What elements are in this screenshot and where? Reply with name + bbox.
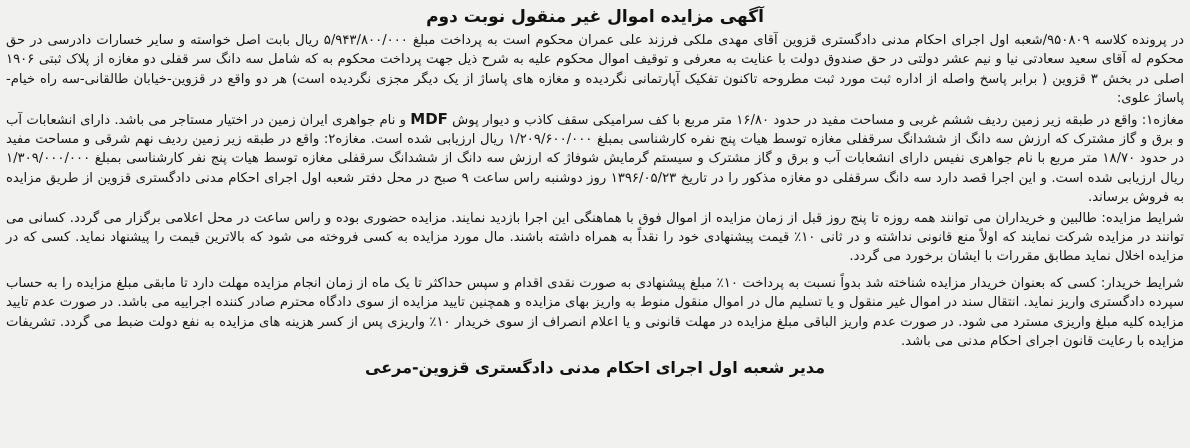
mdf-label: MDF: [410, 109, 448, 128]
shop-1-text: مغازه۱: واقع در طبقه زیر زمین ردیف ششم غربی و مساحت مفید در حدود ۱۶/۸۰ متر مربع با کف سرامیکی سقف کاذب و دیوار پوش: [452, 112, 1184, 128]
notice-body: [6, 31, 1184, 352]
buyer-conditions-paragraph: شرایط خریدار: کسی که بعنوان خریدار مزایده شناخته شد بدواً نسبت به پرداخت ۱۰٪ مبلغ پیشنهادی به صورت نقدی اقدام و سپس حداکثر تا یک ماه از زمان انجام مزایده مهلت دارد تا مابقی مبلغ مزایده را به حساب سپرده دادگستری واریز نماید. انتقال سند در اموال غیر منقول و یا تسلیم مال در اموال منقول منوط به واریز بهای مزایده و همچنین تایید مزایده از سوی دادگاه محترم صادر کننده اجراییه می باشد. در صورت عدم تایید مزایده کلیه مبلغ واریزی مسترد می شود. در صورت عدم واریز الباقی مبلغ مزایده در مهلت قانونی و یا اعلام انصراف از سوی خریدار ۱۰٪ واریزی پس از کسر هزینه های مزایده به نفع دولت ضبط می گردد. تشریفات مزایده با رعایت قانون اجرای احکام مدنی می باشد.: [6, 275, 1185, 350]
auction-conditions-paragraph: شرایط مزایده: طالبین و خریداران می توانند همه روزه تا پنج روز قبل از زمان مزایده از اموال فوق با هماهنگی این اجرا بازدید نمایند. مزایده حضوری بوده و راس ساعت در محل اعلامی برگزار می گردد. کسانی می توانند در مزایده شرکت نمایند که اولاً منع قانونی نداشته و در ثانی ۱۰٪ قیمت پیشنهادی خود را نقداً به همراه داشته باشند. مال مورد مزایده به کسی فروخته می شود که بالاترین قیمت را پیشنهاد نماید. کسی که در مزایده اخلال نماید مطابق مقررات با ایشان برخورد می گردد.: [6, 210, 1184, 265]
signature-line: مدیر شعبه اول اجرای احکام مدنی دادگستری قزوین-مرعی: [365, 357, 825, 377]
case-paragraph: در پرونده کلاسه ۹۵۰۸۰۹/شعبه اول اجرای احکام مدنی دادگستری قزوین آقای مهدی ملکی فرزند علی عمران محکوم است به پرداخت مبلغ ۵/۹۴۳/۸۰۰/۰۰۰ ریال بابت اصل خواسته و سایر خسارات دادرسی در حق محکوم له آقای سعید سعادتی نیا و نیم عشر دولتی در حق صندوق دولت با عنایت به معرفی و توقیف اموال محکوم علیه به شرح ذیل جهت پرداخت محکوم به که شامل سه دانگ سر قفلی دو مغازه از پلاک ثبتی ۱۹۰۶ اصلی در بخش ۳ قزوین ( برابر پاسخ واصله از اداره ثبت مورد ثبت مطروحه تاکنون تفکیک آپارتمانی نگردیده و مغازه های پاساژ از یک دیگر مجزی نگردیده است) هر دو واقع در قزوین-خیابان طالقانی-سه راه خیام-پاساژ علوی:: [6, 33, 1184, 107]
shops-description-paragraph: [6, 110, 1184, 208]
notice-title: آگهی مزایده اموال غیر منقول نوبت دوم: [426, 7, 764, 27]
shop-details-text: و نام جواهری ایران زمین در اختیار مستاجر می باشد. دارای انشعابات آب و برق و گاز مشترک که ارزش سه دانگ از ششدانگ سرقفلی مغازه توسط هیات پنج نفره کارشناسی بمبلغ ۱/۲۰۹/۶۰۰/۰۰۰ ریال ارزیابی شده است. مغازه۲: واقع در طبقه زیر زمین ردیف نهم شرقی و مساحت مفید در حدود ۱۸/۷۰ متر مربع با نام جواهری نفیس دارای انشعابات آب و برق و گاز مشترک و سیستم گرمایش شوفاژ که ارزش سه دانگ از ششدانگ سرقفلی مغازه توسط هیات پنج نفر کارشناسی بمبلغ ۱/۳۰۹/۰۰۰/۰۰۰ ریال ارزیابی شده است. و این اجرا قصد دارد سه دانگ سرقفلی دو مغازه مذکور را در تاریخ ۱۳۹۶/۰۵/۲۳ روز دوشنبه راس ساعت ۹ صبح در محل دفتر شعبه اول اجرای احکام مدنی دادگستری قزوین از طریق مزایده به فروش برساند.: [6, 112, 1184, 206]
